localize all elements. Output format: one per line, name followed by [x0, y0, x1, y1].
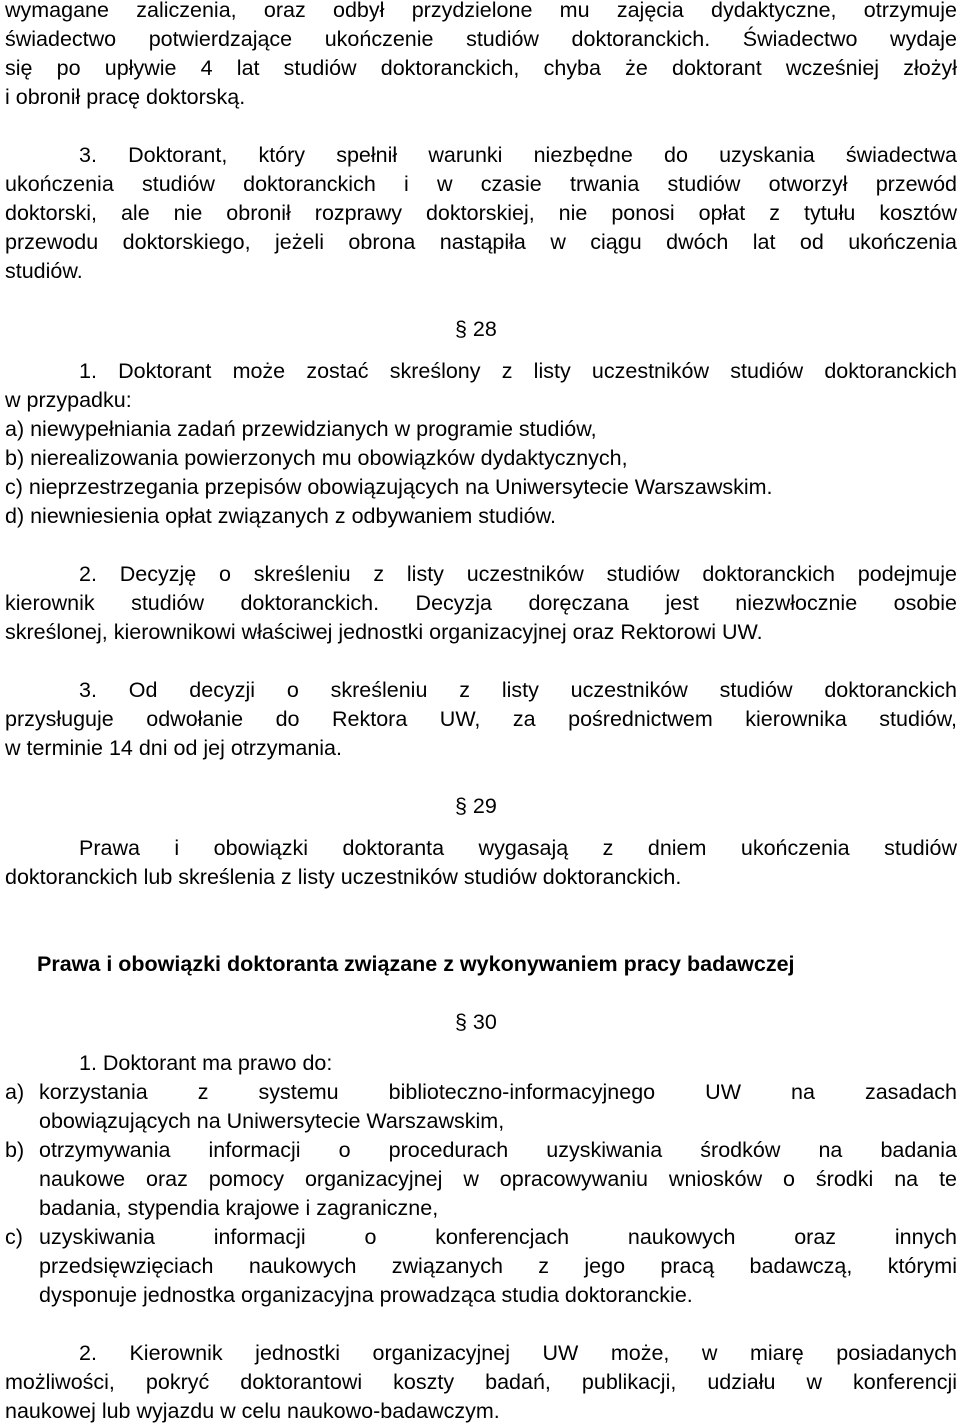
- list-item-label: a): [5, 1080, 25, 1104]
- list-item: c) nieprzestrzegania przepisów obowiązujących na Uniwersytecie Warszawskim.: [5, 475, 773, 499]
- paragraph-3-line: ukończenia studiów doktoranckich i w czasie trwania studiów otworzył przewód: [5, 172, 957, 196]
- paragraph-3-line: przewodu doktorskiego, jeżeli obrona nastąpiła w ciągu dwóch lat od ukończenia: [5, 230, 957, 254]
- section-28-p2-line: kierownik studiów doktoranckich. Decyzja doręczana jest niezwłocznie osobie: [5, 591, 957, 615]
- list-item: uzyskiwania informacji o konferencjach naukowych oraz innych: [39, 1225, 957, 1249]
- section-28-p1-line: w przypadku:: [5, 388, 132, 412]
- list-item: naukowe oraz pomocy organizacyjnej w opracowywaniu wniosków o środki na te: [39, 1167, 957, 1191]
- intro-line: się po upływie 4 lat studiów doktoranckich, chyba że doktorant wcześniej złożył: [5, 56, 957, 80]
- list-item: a) niewypełniania zadań przewidzianych w programie studiów,: [5, 417, 597, 441]
- paragraph-3-line: doktorski, ale nie obronił rozprawy doktorskiej, nie ponosi opłat z tytułu kosztów: [5, 201, 957, 225]
- section-30-mark: § 30: [455, 1010, 497, 1034]
- intro-line: świadectwo potwierdzające ukończenie studiów doktoranckich. Świadectwo wydaje: [5, 27, 957, 51]
- list-item-label: b): [5, 1138, 25, 1162]
- list-item: obowiązujących na Uniwersytecie Warszawskim,: [39, 1109, 505, 1133]
- paragraph-3-line: studiów.: [5, 259, 83, 283]
- section-28-mark: § 28: [455, 317, 497, 341]
- list-item: przedsięwzięciach naukowych związanych z jego pracą badawczą, którymi: [39, 1254, 957, 1278]
- intro-line: wymagane zaliczenia, oraz odbył przydzielone mu zajęcia dydaktyczne, otrzymuje: [5, 0, 957, 22]
- section-30-p2-line: naukowej lub wyjazdu w celu naukowo-badawczym.: [5, 1399, 500, 1423]
- list-item: b) nierealizowania powierzonych mu obowiązków dydaktycznych,: [5, 446, 628, 470]
- list-item: dysponuje jednostka organizacyjna prowadząca studia doktoranckie.: [39, 1283, 693, 1307]
- section-29-line: Prawa i obowiązki doktoranta wygasają z dniem ukończenia studiów: [79, 836, 957, 860]
- list-item: korzystania z systemu biblioteczno-informacyjnego UW na zasadach: [39, 1080, 957, 1104]
- list-item-label: c): [5, 1225, 23, 1249]
- section-30-p1: 1. Doktorant ma prawo do:: [79, 1051, 333, 1075]
- list-item: badania, stypendia krajowe i zagraniczne,: [39, 1196, 439, 1220]
- section-30-p2-line: 2. Kierownik jednostki organizacyjnej UW może, w miarę posiadanych: [79, 1341, 957, 1365]
- section-28-p1-line: 1. Doktorant może zostać skreślony z listy uczestników studiów doktoranckich: [79, 359, 957, 383]
- section-28-p2-line: skreślonej, kierownikowi właściwej jednostki organizacyjnej oraz Rektorowi UW.: [5, 620, 763, 644]
- section-30-p2-line: możliwości, pokryć doktorantowi koszty badań, publikacji, udziału w konferencji: [5, 1370, 957, 1394]
- section-28-p3-line: w terminie 14 dni od jej otrzymania.: [5, 736, 342, 760]
- section-29-mark: § 29: [455, 794, 497, 818]
- section-heading: Prawa i obowiązki doktoranta związane z wykonywaniem pracy badawczej: [37, 952, 795, 976]
- section-29-line: doktoranckich lub skreślenia z listy uczestników studiów doktoranckich.: [5, 865, 682, 889]
- intro-line: i obronił pracę doktorską.: [5, 85, 246, 109]
- section-28-p3-line: przysługuje odwołanie do Rektora UW, za pośrednictwem kierownika studiów,: [5, 707, 957, 731]
- list-item: otrzymywania informacji o procedurach uzyskiwania środków na badania: [39, 1138, 957, 1162]
- list-item: d) niewniesienia opłat związanych z odbywaniem studiów.: [5, 504, 556, 528]
- section-28-p3-line: 3. Od decyzji o skreśleniu z listy uczestników studiów doktoranckich: [79, 678, 957, 702]
- paragraph-3-line: 3. Doktorant, który spełnił warunki niezbędne do uzyskania świadectwa: [79, 143, 957, 167]
- section-28-p2-line: 2. Decyzję o skreśleniu z listy uczestników studiów doktoranckich podejmuje: [79, 562, 957, 586]
